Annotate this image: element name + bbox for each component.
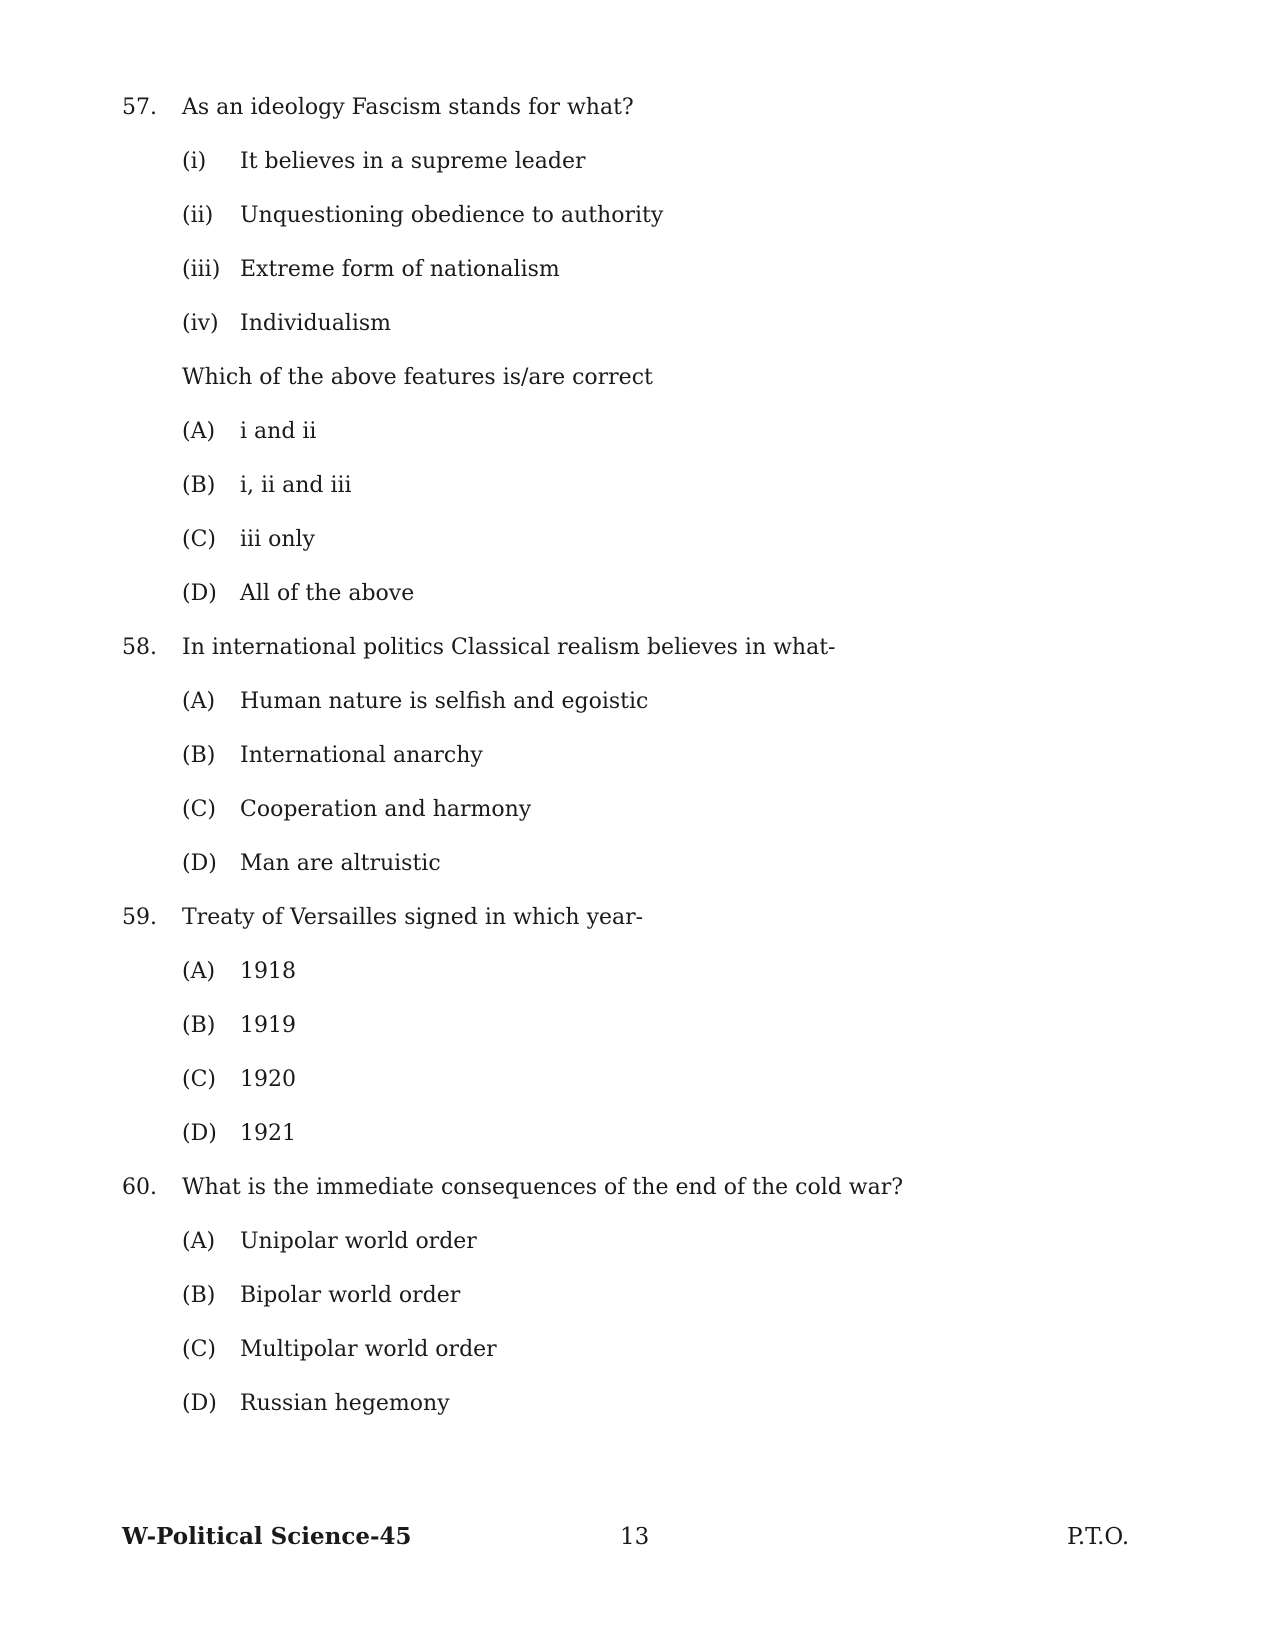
question-number: 58. <box>122 635 157 660</box>
question-number: 59. <box>122 905 157 930</box>
question-instruction: Which of the above features is/are correct <box>182 365 653 390</box>
question-text: What is the immediate consequences of the end of the cold war? <box>182 1175 904 1200</box>
option-text: i and ii <box>240 419 317 444</box>
option-label: (A) <box>182 419 216 444</box>
question-text: In international politics Classical realism believes in what- <box>182 635 836 660</box>
question-number: 57. <box>122 95 157 120</box>
option-text: i, ii and iii <box>240 473 352 498</box>
option-label: (D) <box>182 1391 217 1416</box>
page-number: 13 <box>620 1524 650 1550</box>
option-text: iii only <box>240 527 315 552</box>
option-label: (D) <box>182 1121 217 1146</box>
option-text: Human nature is selfish and egoistic <box>240 689 649 714</box>
please-turn-over: P.T.O. <box>1067 1524 1130 1550</box>
option-text: All of the above <box>240 581 415 606</box>
option-text: Unipolar world order <box>240 1229 477 1254</box>
option-label: (B) <box>182 1013 216 1038</box>
option-label: (C) <box>182 1067 216 1092</box>
option-label: (D) <box>182 581 217 606</box>
option-label: (B) <box>182 743 216 768</box>
option-label: (B) <box>182 473 216 498</box>
option-text: 1918 <box>240 959 296 984</box>
option-label: (A) <box>182 1229 216 1254</box>
option-text: Multipolar world order <box>240 1337 497 1362</box>
statement-label: (i) <box>182 149 207 174</box>
option-label: (C) <box>182 1337 216 1362</box>
statement-label: (iii) <box>182 257 221 282</box>
option-text: 1919 <box>240 1013 296 1038</box>
option-label: (C) <box>182 797 216 822</box>
option-label: (A) <box>182 689 216 714</box>
question-number: 60. <box>122 1175 157 1200</box>
option-text: Man are altruistic <box>240 851 441 876</box>
option-label: (D) <box>182 851 217 876</box>
option-text: 1920 <box>240 1067 296 1092</box>
question-text: Treaty of Versailles signed in which year- <box>182 905 644 930</box>
statement-text: It believes in a supreme leader <box>240 149 586 174</box>
question-text: As an ideology Fascism stands for what? <box>182 95 634 120</box>
statement-text: Extreme form of nationalism <box>240 257 560 282</box>
option-text: 1921 <box>240 1121 296 1146</box>
option-label: (A) <box>182 959 216 984</box>
option-text: Bipolar world order <box>240 1283 461 1308</box>
statement-text: Unquestioning obedience to authority <box>240 203 664 228</box>
option-label: (C) <box>182 527 216 552</box>
paper-code: W-Political Science-45 <box>122 1523 412 1550</box>
option-text: Russian hegemony <box>240 1391 450 1416</box>
option-label: (B) <box>182 1283 216 1308</box>
statement-label: (iv) <box>182 311 219 336</box>
statement-text: Individualism <box>240 311 392 336</box>
option-text: Cooperation and harmony <box>240 797 532 822</box>
option-text: International anarchy <box>240 743 483 768</box>
statement-label: (ii) <box>182 203 214 228</box>
